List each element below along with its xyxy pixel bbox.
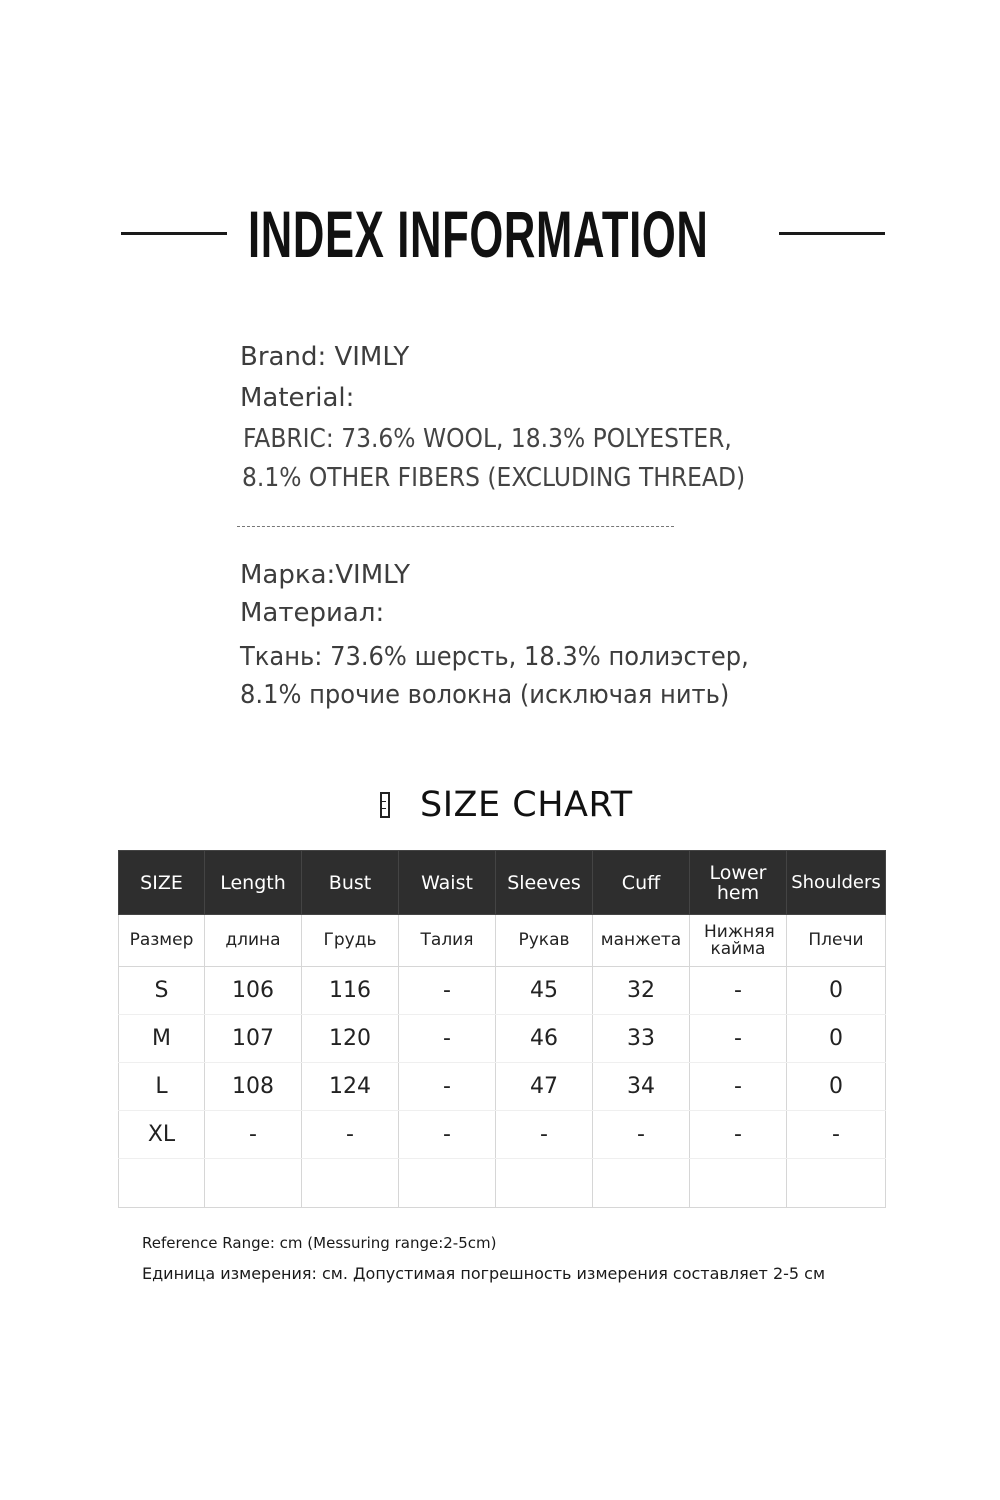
cell: 46 bbox=[496, 1015, 593, 1063]
col-size-ru: Размер bbox=[119, 915, 205, 967]
table-row bbox=[119, 967, 886, 1015]
cell: M bbox=[119, 1015, 205, 1063]
cell: 0 bbox=[787, 967, 886, 1015]
col-waist: Waist bbox=[399, 851, 496, 915]
reference-note-ru: Единица измерения: см. Допустимая погрешность измерения составляет 2-5 см bbox=[142, 1264, 826, 1283]
cell: 47 bbox=[496, 1063, 593, 1111]
cell: - bbox=[399, 1111, 496, 1159]
cell: - bbox=[690, 1063, 787, 1111]
cell: 45 bbox=[496, 967, 593, 1015]
col-length: Length bbox=[205, 851, 302, 915]
col-bust: Bust bbox=[302, 851, 399, 915]
ruler-icon bbox=[380, 792, 390, 818]
col-sleeves: Sleeves bbox=[496, 851, 593, 915]
cell: - bbox=[399, 967, 496, 1015]
empty-cell bbox=[690, 1159, 787, 1208]
cell: S bbox=[119, 967, 205, 1015]
cell: - bbox=[593, 1111, 690, 1159]
empty-row bbox=[119, 1159, 886, 1208]
cell: XL bbox=[119, 1111, 205, 1159]
cell: 116 bbox=[302, 967, 399, 1015]
col-bust-ru: Грудь bbox=[302, 915, 399, 967]
cell: L bbox=[119, 1063, 205, 1111]
col-lower-hem: Lower hem bbox=[690, 851, 787, 915]
page-title: INDEX INFORMATION bbox=[248, 197, 709, 271]
empty-cell bbox=[593, 1159, 690, 1208]
title-divider-right bbox=[779, 232, 885, 235]
col-size: SIZE bbox=[119, 851, 205, 915]
cell: - bbox=[690, 967, 787, 1015]
table-row bbox=[119, 1063, 886, 1111]
cell: - bbox=[399, 1015, 496, 1063]
cell: 120 bbox=[302, 1015, 399, 1063]
title-divider-left bbox=[121, 232, 227, 235]
fabric-line-1-ru: Ткань: 73.6% шерсть, 18.3% полиэстер, bbox=[240, 642, 749, 672]
empty-cell bbox=[496, 1159, 593, 1208]
cell: - bbox=[496, 1111, 593, 1159]
cell: - bbox=[690, 1015, 787, 1063]
empty-cell bbox=[399, 1159, 496, 1208]
cell: 124 bbox=[302, 1063, 399, 1111]
size-chart-heading bbox=[380, 783, 633, 827]
material-label-en: Material: bbox=[240, 383, 355, 413]
empty-cell bbox=[119, 1159, 205, 1208]
cell: - bbox=[399, 1063, 496, 1111]
cell: - bbox=[690, 1111, 787, 1159]
brand-en: Brand: VIMLY bbox=[240, 342, 410, 372]
size-chart-title: SIZE CHART bbox=[420, 785, 633, 825]
empty-cell bbox=[302, 1159, 399, 1208]
col-cuff-ru: манжета bbox=[593, 915, 690, 967]
table-row bbox=[119, 1015, 886, 1063]
size-chart-table bbox=[118, 850, 886, 1208]
col-shoulders: Shoulders bbox=[787, 851, 886, 915]
col-waist-ru: Талия bbox=[399, 915, 496, 967]
fabric-line-2-en: 8.1% OTHER FIBERS (EXCLUDING THREAD) bbox=[242, 463, 746, 493]
col-shoulders-ru: Плечи bbox=[787, 915, 886, 967]
cell: - bbox=[787, 1111, 886, 1159]
reference-note-en: Reference Range: cm (Messuring range:2-5cm) bbox=[142, 1234, 497, 1252]
col-sleeves-ru: Рукав bbox=[496, 915, 593, 967]
cell: 34 bbox=[593, 1063, 690, 1111]
dotted-divider bbox=[237, 526, 674, 527]
fabric-line-2-ru: 8.1% прочие волокна (исключая нить) bbox=[240, 680, 730, 710]
header-row-ru bbox=[119, 915, 886, 967]
cell: 106 bbox=[205, 967, 302, 1015]
fabric-line-1-en: FABRIC: 73.6% WOOL, 18.3% POLYESTER, bbox=[243, 424, 732, 454]
material-label-ru: Материал: bbox=[240, 598, 385, 628]
empty-cell bbox=[205, 1159, 302, 1208]
empty-cell bbox=[787, 1159, 886, 1208]
cell: 107 bbox=[205, 1015, 302, 1063]
cell: - bbox=[205, 1111, 302, 1159]
page-title-row bbox=[0, 196, 1000, 272]
col-cuff: Cuff bbox=[593, 851, 690, 915]
cell: 33 bbox=[593, 1015, 690, 1063]
brand-ru: Марка:VIMLY bbox=[240, 560, 411, 590]
table-row bbox=[119, 1111, 886, 1159]
col-length-ru: длина bbox=[205, 915, 302, 967]
header-row bbox=[119, 851, 886, 915]
cell: 0 bbox=[787, 1063, 886, 1111]
cell: 0 bbox=[787, 1015, 886, 1063]
cell: - bbox=[302, 1111, 399, 1159]
cell: 108 bbox=[205, 1063, 302, 1111]
cell: 32 bbox=[593, 967, 690, 1015]
col-lower-hem-ru: Нижняя кайма bbox=[690, 915, 787, 967]
